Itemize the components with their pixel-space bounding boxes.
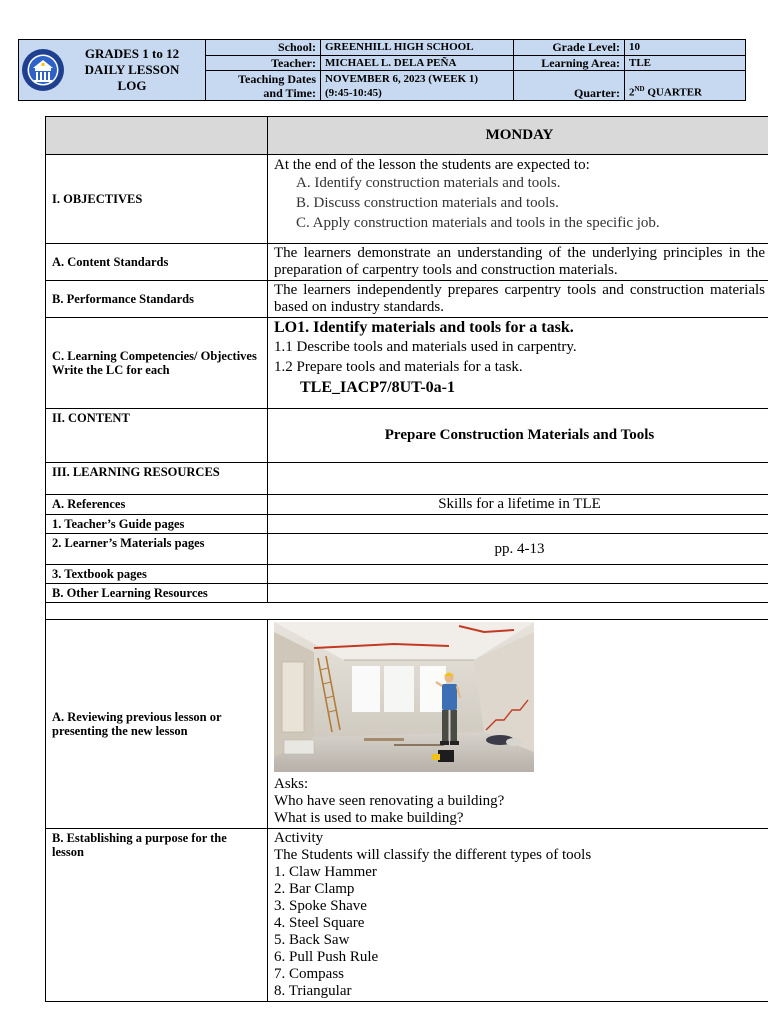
learning-area-label: Learning Area: [514, 55, 625, 71]
table-row [46, 534, 768, 565]
reviewing-label: A. Reviewing previous lesson or presenting the new lesson [46, 620, 268, 829]
learning-resources-blank [268, 463, 768, 495]
performance-standards-text: The learners independently prepares carpentry tools and construction materials based on industry standards. [268, 281, 768, 318]
table-row [46, 281, 768, 318]
quarter-word: QUARTER [647, 87, 702, 99]
teaching-dates-value [321, 71, 514, 101]
references-label: A. References [46, 495, 268, 515]
teaching-dates-label-line1: Teaching Dates [238, 71, 316, 86]
purpose-cell [268, 829, 768, 1002]
tool-list-item: 2. Bar Clamp [274, 881, 355, 897]
competencies-label: C. Learning Competencies/ Objectives Write the LC for each [46, 318, 268, 409]
asks-label: Asks: [274, 776, 309, 792]
textbook-pages-label: 3. Textbook pages [46, 565, 268, 584]
teaching-time: (9:45-10:45) [325, 86, 382, 99]
content-standards-text: The learners demonstrate an understanding of the underlying principles in the preparation of carpentry tools and construction materials. [268, 244, 768, 281]
tool-list-item: 7. Compass [274, 966, 345, 982]
teaching-dates-label [206, 71, 321, 101]
teachers-guide-label: 1. Teacher’s Guide pages [46, 515, 268, 534]
construction-site-photo [274, 622, 534, 772]
quarter-number: 2 [629, 87, 635, 99]
table-row [46, 244, 768, 281]
content-standards-label: A. Content Standards [46, 244, 268, 281]
school-label: School: [206, 40, 321, 56]
teachers-guide-value [268, 515, 768, 534]
objectives-label: I. OBJECTIVES [46, 155, 268, 244]
teacher-value: MICHAEL L. DELA PEÑA [321, 55, 514, 71]
tool-list-item: 3. Spoke Shave [274, 898, 367, 914]
school-value: GREENHILL HIGH SCHOOL [321, 40, 514, 56]
table-row [46, 495, 768, 515]
day-header-blank [46, 117, 268, 155]
competency-code: TLE_IACP7/8UT-0a-1 [300, 379, 455, 396]
table-row [46, 565, 768, 584]
performance-standards-label: B. Performance Standards [46, 281, 268, 318]
review-question: What is used to make building? [274, 810, 464, 826]
teaching-dates-label-line2: and Time: [263, 85, 316, 100]
learners-materials-value: pp. 4-13 [268, 534, 768, 565]
references-value: Skills for a lifetime in TLE [268, 495, 768, 515]
quarter-ordinal-suffix: ND [634, 85, 645, 94]
lesson-plan-table [45, 116, 768, 1002]
log-title-line1: GRADES 1 to 12 [84, 46, 180, 61]
teacher-label: Teacher: [206, 55, 321, 71]
table-row [46, 515, 768, 534]
table-row [46, 829, 768, 1002]
objective-item: A. Identify construction materials and tools. [296, 175, 561, 191]
competency-item: 1.1 Describe tools and materials used in carpentry. [274, 339, 577, 355]
objective-item: C. Apply construction materials and tools in the specific job. [296, 215, 660, 231]
content-title: Prepare Construction Materials and Tools [268, 409, 768, 463]
tool-list-item: 5. Back Saw [274, 932, 350, 948]
tool-list-item: 8. Triangular [274, 983, 352, 999]
table-row [46, 318, 768, 409]
spacer-cell [46, 603, 768, 620]
learners-materials-label: 2. Learner’s Materials pages [46, 534, 268, 565]
review-question: Who have seen renovating a building? [274, 793, 505, 809]
log-title-line2: DAILY LESSON [84, 62, 180, 77]
competency-item: 1.2 Prepare tools and materials for a task. [274, 359, 523, 375]
grade-level-label: Grade Level: [514, 40, 625, 56]
reviewing-cell [268, 620, 768, 829]
activity-label: Activity [274, 830, 324, 846]
content-label: II. CONTENT [46, 409, 268, 463]
log-title-line3: LOG [117, 78, 147, 93]
grade-level-value: 10 [625, 40, 746, 56]
quarter-value [625, 71, 746, 101]
objectives-intro: At the end of the lesson the students are expected to: [274, 157, 590, 173]
quarter-label: Quarter: [514, 71, 625, 101]
lesson-log-header [18, 39, 746, 101]
tool-list-item: 4. Steel Square [274, 915, 365, 931]
log-title [73, 46, 191, 94]
learning-outcome: LO1. Identify materials and tools for a task. [274, 319, 574, 336]
day-header-row [46, 117, 768, 155]
tool-list-item: 6. Pull Push Rule [274, 949, 379, 965]
day-header: MONDAY [268, 117, 768, 155]
objective-item: B. Discuss construction materials and tools. [296, 195, 559, 211]
spacer-row [46, 603, 768, 620]
deped-seal-icon [21, 48, 65, 92]
learning-area-value: TLE [625, 55, 746, 71]
header-title-cell [19, 40, 206, 101]
competencies-cell [268, 318, 768, 409]
table-row [46, 409, 768, 463]
teaching-date: NOVEMBER 6, 2023 (WEEK 1) [325, 72, 479, 85]
activity-instruction: The Students will classify the different types of tools [274, 847, 592, 863]
other-resources-label: B. Other Learning Resources [46, 584, 268, 603]
other-resources-value [268, 584, 768, 603]
table-row [46, 584, 768, 603]
table-row [46, 463, 768, 495]
textbook-pages-value [268, 565, 768, 584]
table-row [46, 155, 768, 244]
table-row [46, 620, 768, 829]
objectives-cell [268, 155, 768, 244]
learning-resources-label: III. LEARNING RESOURCES [46, 463, 268, 495]
tool-list-item: 1. Claw Hammer [274, 864, 377, 880]
purpose-label: B. Establishing a purpose for the lesson [46, 829, 268, 1002]
